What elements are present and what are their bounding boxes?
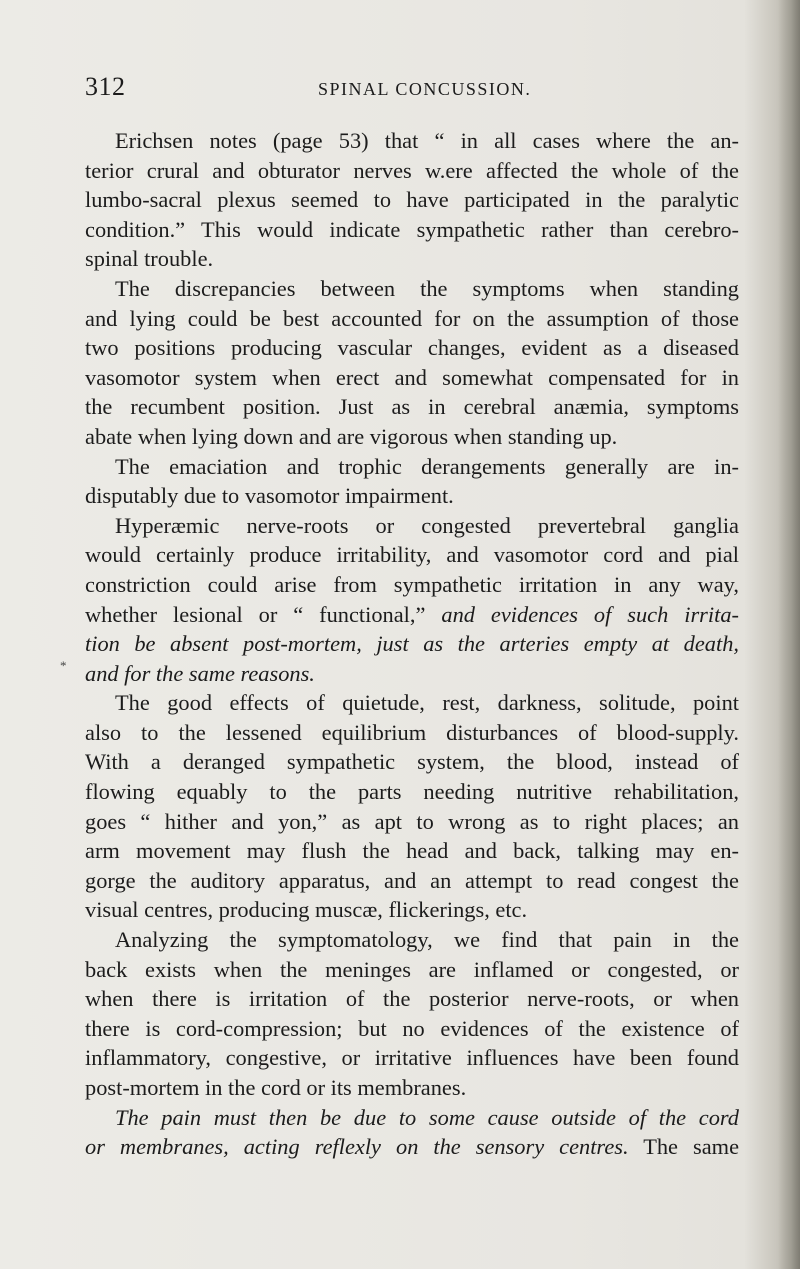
text-line: The discrepancies between the symptoms when standing [115, 275, 739, 301]
margin-mark: * [60, 658, 67, 673]
italic-run: tion be absent post-mortem, just as the arteries empty at death, [85, 631, 739, 657]
text-line: two positions producing vascular changes, evident as a diseased [85, 335, 739, 361]
text-line: inflammatory, congestive, or irritative influences have been found [85, 1045, 739, 1071]
text-line: the recumbent position. Just as in cerebral anæmia, symptoms [85, 394, 739, 420]
page-number: 312 [85, 72, 126, 101]
text-line: abate when lying down and are vigorous when standing up. [85, 423, 618, 449]
text-line: post-mortem in the cord or its membranes. [85, 1075, 467, 1100]
text-line: visual centres, producing muscæ, flickerings, etc. [85, 897, 528, 923]
text-line: vasomotor system when erect and somewhat compensated for in [85, 364, 739, 390]
text-run: The same [643, 1134, 740, 1160]
text-line: terior crural and obturator nerves w.ere affected the whole of the [85, 157, 739, 183]
text-line-mixed [85, 600, 739, 630]
text-line: condition.” This would indicate sympathetic rather than cerebro- [85, 216, 739, 242]
text-line: Analyzing the symptomatology, we find that pain in the [115, 927, 739, 953]
text-line-mixed [85, 1132, 739, 1162]
text-line: With a deranged sympathetic system, the blood, instead of [85, 749, 739, 775]
text-line: lumbo-sacral plexus seemed to have participated in the paralytic [85, 187, 739, 213]
text-line: gorge the auditory apparatus, and an attempt to read congest the [85, 867, 739, 893]
text-line: spinal trouble. [85, 246, 214, 272]
body-text [85, 126, 739, 1162]
text-line: The good effects of quietude, rest, darkness, solitude, point [115, 690, 739, 716]
page-edge-shadow [778, 0, 800, 1269]
text-line: back exists when the meninges are inflamed or congested, or [85, 956, 739, 982]
text-line: and lying could be best accounted for on the assumption of those [85, 305, 739, 331]
running-title: SPINAL CONCUSSION. [318, 79, 532, 99]
text-line [85, 1103, 739, 1133]
text-line: would certainly produce irritability, and vasomotor cord and pial [85, 542, 739, 568]
text-line: also to the lessened equilibrium disturbances of blood-supply. [85, 719, 739, 745]
text-line: Erichsen notes (page 53) that “ in all cases where the an- [115, 128, 739, 153]
text-line: Hyperæmic nerve-roots or congested prevertebral ganglia [115, 512, 739, 538]
italic-run: and evidences of such irrita- [441, 601, 739, 627]
text-line: flowing equably to the parts needing nutritive rehabilitation, [85, 779, 739, 805]
text-line [85, 629, 739, 659]
text-line: arm movement may flush the head and back, talking may en- [85, 838, 739, 864]
text-run: whether lesional or “ functional,” [85, 601, 426, 627]
running-head [85, 72, 735, 112]
text-line: there is cord-compression; but no evidences of the existence of [85, 1015, 739, 1041]
text-line: disputably due to vasomotor impairment. [85, 483, 454, 509]
text-line [85, 659, 739, 689]
text-line: The emaciation and trophic derangements generally are in- [115, 453, 739, 479]
italic-run: The pain must then be due to some cause outside of the cord [115, 1104, 739, 1130]
italic-run: or membranes, acting reflexly on the sensory centres. [85, 1134, 629, 1160]
italic-run: and for the same reasons. [85, 660, 315, 686]
text-line: constriction could arise from sympathetic irritation in any way, [85, 571, 739, 597]
text-line: when there is irritation of the posterior nerve-roots, or when [85, 986, 739, 1012]
text-line: goes “ hither and yon,” as apt to wrong as to right places; an [85, 808, 739, 834]
